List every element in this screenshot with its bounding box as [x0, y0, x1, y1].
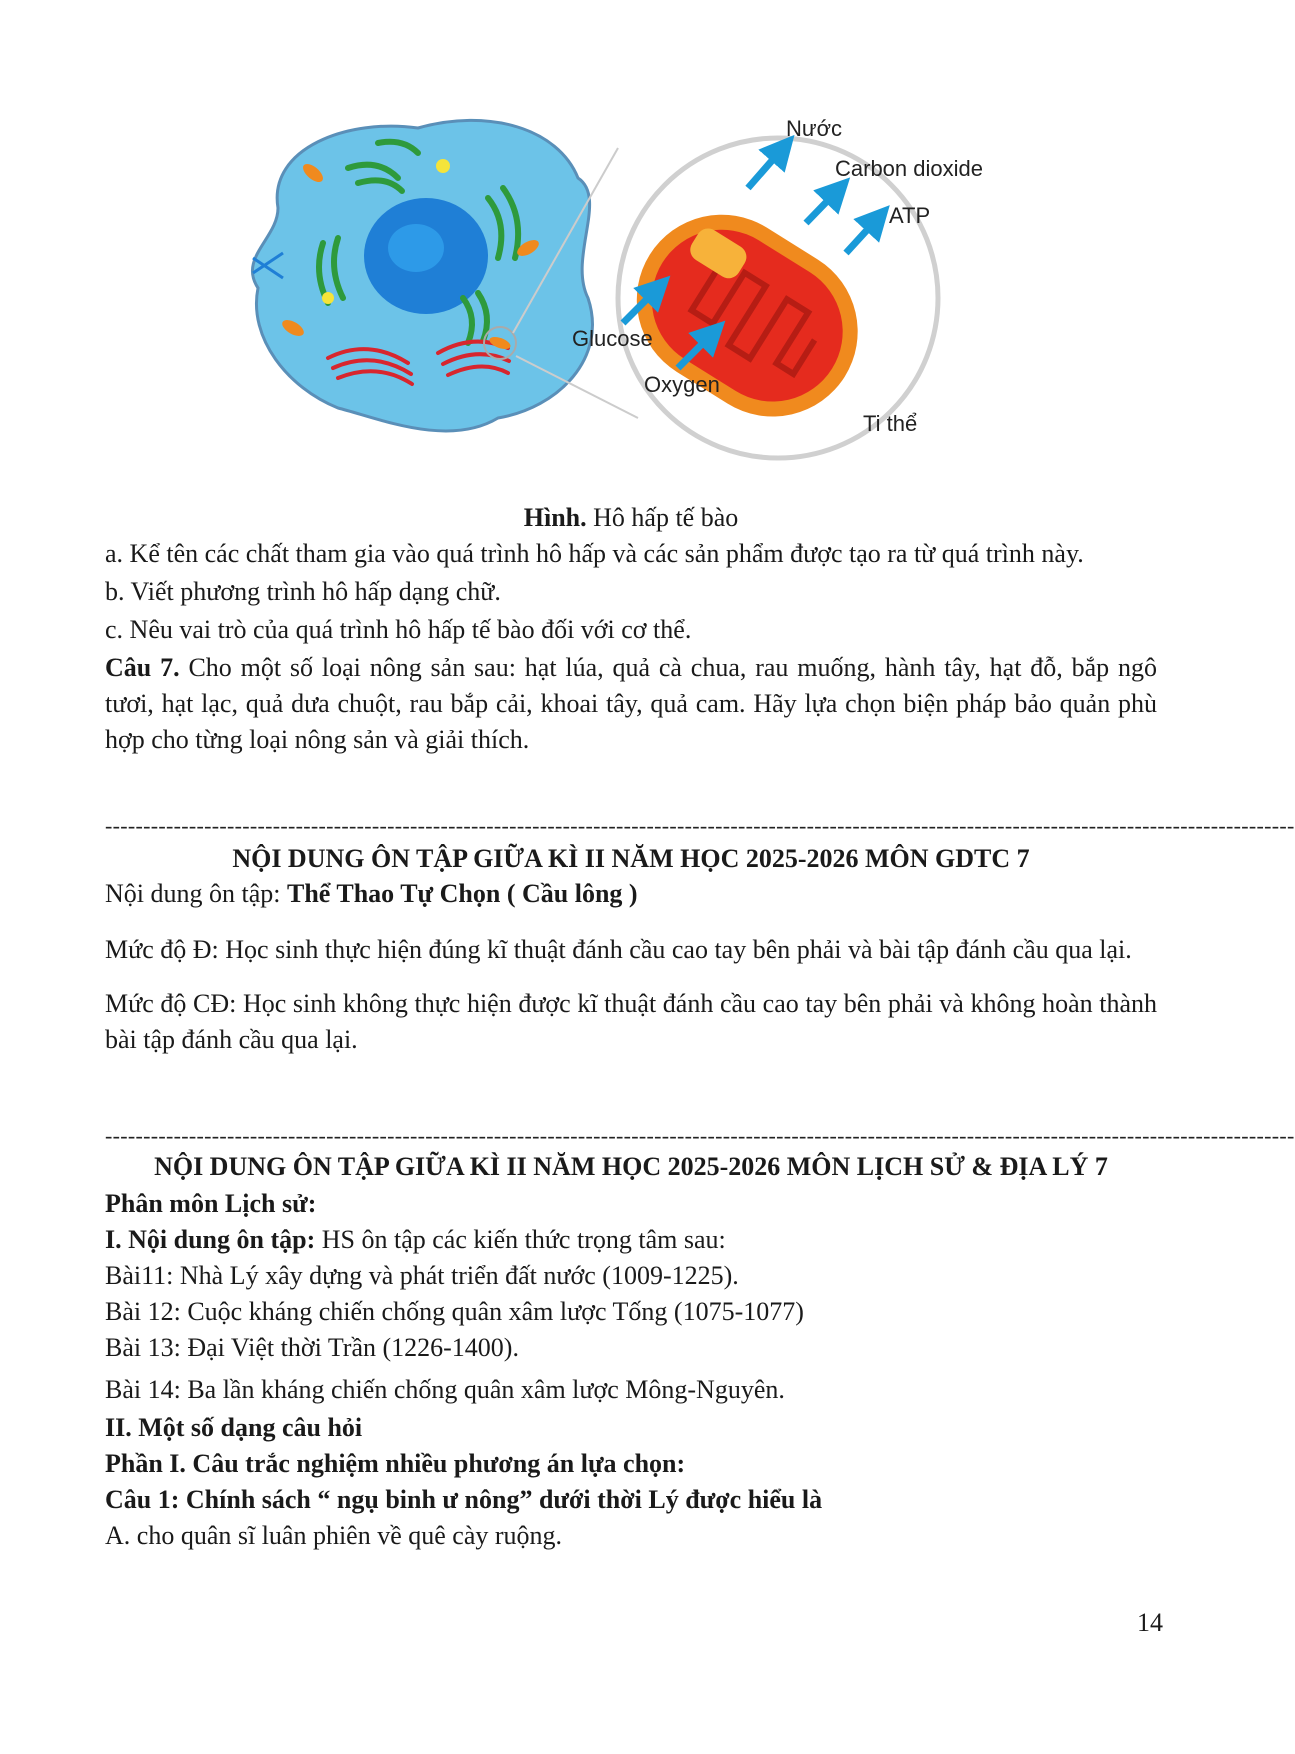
- caption-text: Hô hấp tế bào: [586, 503, 739, 532]
- question-6-parts: [105, 536, 1157, 758]
- history-lesson-11: Bài11: Nhà Lý xây dựng và phát triển đất nước (1009-1225).: [105, 1261, 739, 1290]
- gdtc-heading: NỘI DUNG ÔN TẬP GIỮA KÌ II NĂM HỌC 2025-2026 MÔN GDTC 7: [232, 844, 1030, 873]
- history-question-1-option-a: A. cho quân sĩ luân phiên về quê cày ruộng.: [105, 1521, 563, 1550]
- gdtc-content-value: Thể Thao Tự Chọn ( Cầu lông ): [287, 879, 638, 908]
- question-7-text: Cho một số loại nông sản sau: hạt lúa, quả cà chua, rau muống, hành tây, hạt đỗ, bắp ngô tươi, hạt lạc, quả dưa chuột, rau bắp cải, khoai tây, quả cam. Hãy lựa chọn biện pháp bảo quản phù hợp cho từng loại nông sản và giải thích.: [105, 653, 1157, 754]
- question-6b: b. Viết phương trình hô hấp dạng chữ.: [105, 577, 501, 606]
- label-atp: ATP: [889, 203, 931, 228]
- history-section: [105, 1150, 1157, 1554]
- history-lesson-14: Bài 14: Ba lần kháng chiến chống quân xâm lược Mông-Nguyên.: [105, 1375, 785, 1404]
- history-lesson-12: Bài 12: Cuộc kháng chiến chống quân xâm lược Tống (1075-1077): [105, 1297, 804, 1326]
- page-number: 14: [1137, 1608, 1163, 1637]
- question-6a: a. Kể tên các chất tham gia vào quá trình hô hấp và các sản phẩm được tạo ra từ quá trình này.: [105, 539, 1084, 568]
- label-oxygen: Oxygen: [644, 372, 720, 397]
- gdtc-content-label: Nội dung ôn tập:: [105, 879, 287, 908]
- history-lesson-13: Bài 13: Đại Việt thời Trần (1226-1400).: [105, 1333, 519, 1362]
- history-subject-title: Phân môn Lịch sử:: [105, 1189, 317, 1218]
- caption-bold: Hình.: [523, 503, 587, 532]
- gdtc-level-d: Mức độ Đ: Học sinh thực hiện đúng kĩ thuật đánh cầu cao tay bên phải và bài tập đánh cầu qua lại.: [105, 935, 1132, 964]
- animal-cell: [252, 120, 592, 431]
- question-7: [105, 650, 1157, 758]
- history-section1-label: I. Nội dung ôn tập:: [105, 1225, 316, 1254]
- label-water: Nước: [786, 116, 843, 141]
- gdtc-section: [105, 842, 1157, 1058]
- label-glucose: Glucose: [572, 326, 653, 351]
- question-6c: c. Nêu vai trò của quá trình hô hấp tế bào đối với cơ thể.: [105, 615, 692, 644]
- question-7-label: Câu 7.: [105, 653, 180, 682]
- cell-respiration-figure: [238, 88, 1038, 506]
- history-section1-text: HS ôn tập các kiến thức trọng tâm sau:: [315, 1225, 726, 1254]
- history-section2: II. Một số dạng câu hỏi: [105, 1413, 363, 1442]
- divider-2: ------------------------------------------------------------------------------------------------------------------------------------------------------------: [105, 1123, 1295, 1148]
- label-carbon-dioxide: Carbon dioxide: [835, 156, 983, 181]
- figure-caption: [105, 500, 1157, 536]
- gdtc-level-cd: Mức độ CĐ: Học sinh không thực hiện được kĩ thuật đánh cầu cao tay bên phải và không hoàn thành bài tập đánh cầu qua lại.: [105, 989, 1157, 1054]
- history-question-1: Câu 1: Chính sách “ ngụ binh ư nông” dưới thời Lý được hiểu là: [105, 1485, 823, 1514]
- history-heading: NỘI DUNG ÔN TẬP GIỮA KÌ II NĂM HỌC 2025-2026 MÔN LỊCH SỬ & ĐỊA LÝ 7: [154, 1152, 1108, 1181]
- gdtc-content: [105, 876, 1157, 912]
- label-mitochondrion: Ti thể: [863, 411, 918, 436]
- history-part1: Phần I. Câu trắc nghiệm nhiều phương án lựa chọn:: [105, 1449, 686, 1478]
- divider-1: ------------------------------------------------------------------------------------------------------------------------------------------------------------: [105, 813, 1295, 838]
